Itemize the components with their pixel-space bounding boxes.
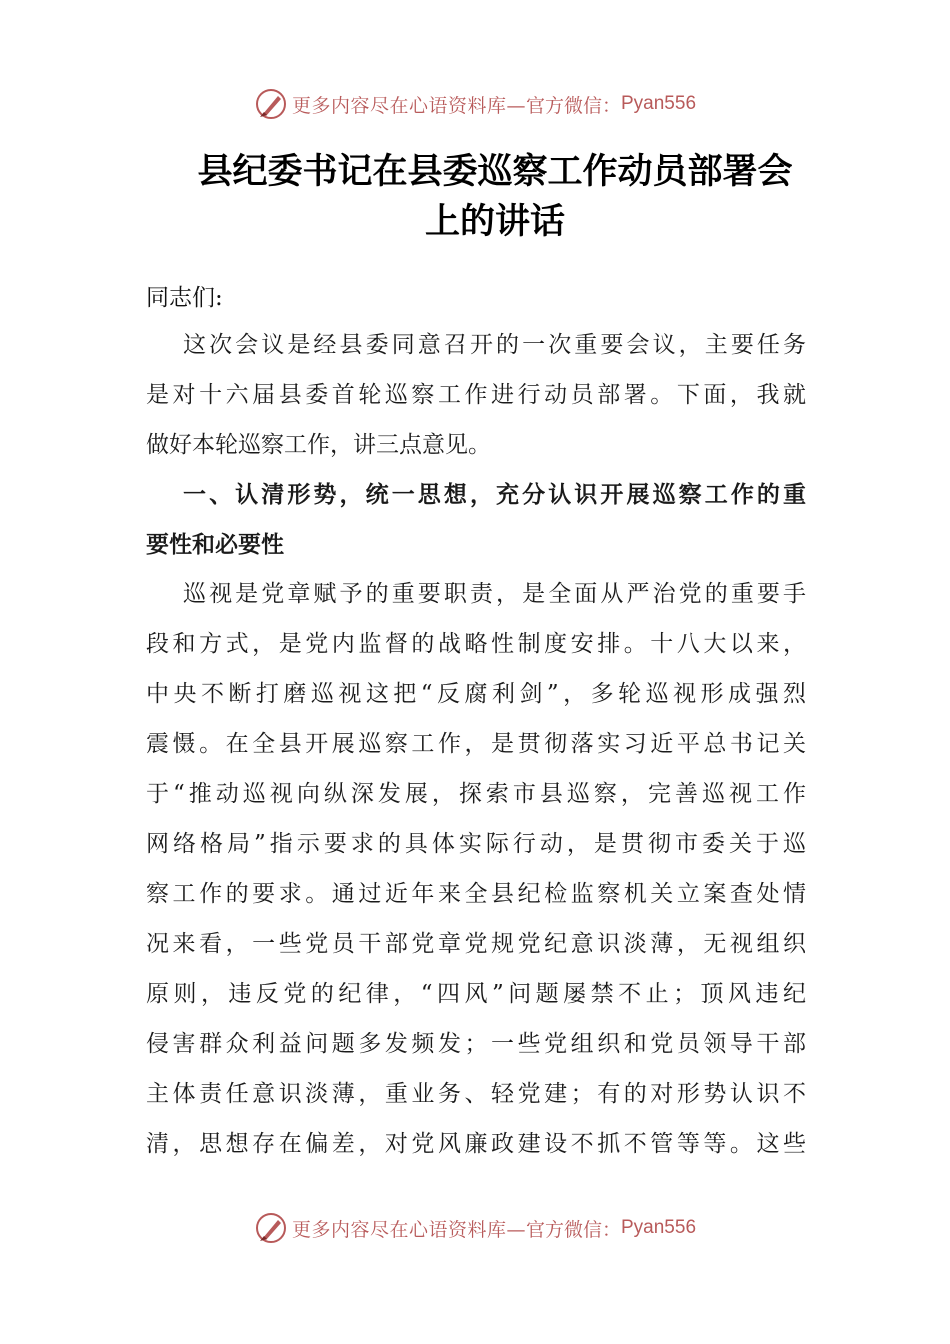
text-line: 察工作的要求。通过近年来全县纪检监察机关立案查处情 [146, 881, 806, 907]
text-line: 于“推动巡视向纵深发展，探索市县巡察，完善巡视工作 [146, 781, 806, 807]
text-line: 是对十六届县委首轮巡察工作进行动员部署。下面，我就 [146, 382, 806, 408]
text-line: 原则，违反党的纪律，“四风”问题屡禁不止；顶风违纪 [146, 981, 806, 1007]
text-line: 侵害群众利益问题多发频发；一些党组织和党员领导干部 [146, 1031, 806, 1057]
banner-wechat-id: Pyan556 [621, 1217, 697, 1238]
pen-logo-icon [254, 87, 288, 121]
title-line-2: 上的讲话 [424, 201, 565, 242]
text-line: 巡视是党章赋予的重要职责，是全面从严治党的重要手 [183, 581, 806, 607]
banner-wechat-label: 官方微信： [525, 1218, 621, 1241]
text-line: 做好本轮巡察工作，讲三点意见。 [146, 432, 491, 458]
footer-banner [0, 1208, 950, 1248]
text-line: 主体责任意识淡薄，重业务、轻党建；有的对形势认识不 [146, 1081, 806, 1107]
title-line-1: 县纪委书记在县委巡察工作动员部署会 [197, 151, 793, 192]
heading-line: 一、认清形势，统一思想，充分认识开展巡察工作的重 [183, 481, 806, 508]
text-line: 震慑。在全县开展巡察工作，是贯彻落实习近平总书记关 [146, 731, 806, 757]
banner-text: 更多内容尽在心语资料库— [291, 94, 526, 117]
banner-wechat-id: Pyan556 [621, 93, 697, 114]
heading-line: 要性和必要性 [146, 531, 284, 558]
greeting: 同志们: [146, 285, 223, 311]
banner-text: 更多内容尽在心语资料库— [291, 1218, 526, 1241]
header-banner [0, 84, 950, 124]
section-heading-1 [146, 470, 806, 570]
banner-wechat-label: 官方微信： [525, 94, 621, 117]
text-line: 清，思想存在偏差，对党风廉政建设不抓不管等等。这些 [146, 1131, 806, 1157]
document-title [180, 147, 810, 247]
text-line: 段和方式，是党内监督的战略性制度安排。十八大以来， [146, 631, 806, 657]
text-line: 这次会议是经县委同意召开的一次重要会议，主要任务 [183, 332, 806, 358]
text-line: 中央不断打磨巡视这把“反腐利剑”，多轮巡视形成强烈 [146, 681, 806, 707]
paragraph-2 [146, 569, 806, 1169]
text-line: 网络格局”指示要求的具体实际行动，是贯彻市委关于巡 [146, 831, 806, 857]
pen-logo-icon [254, 1211, 288, 1245]
text-line: 况来看，一些党员干部党章党规党纪意识淡薄，无视组织 [146, 931, 806, 957]
paragraph-1 [146, 320, 806, 470]
